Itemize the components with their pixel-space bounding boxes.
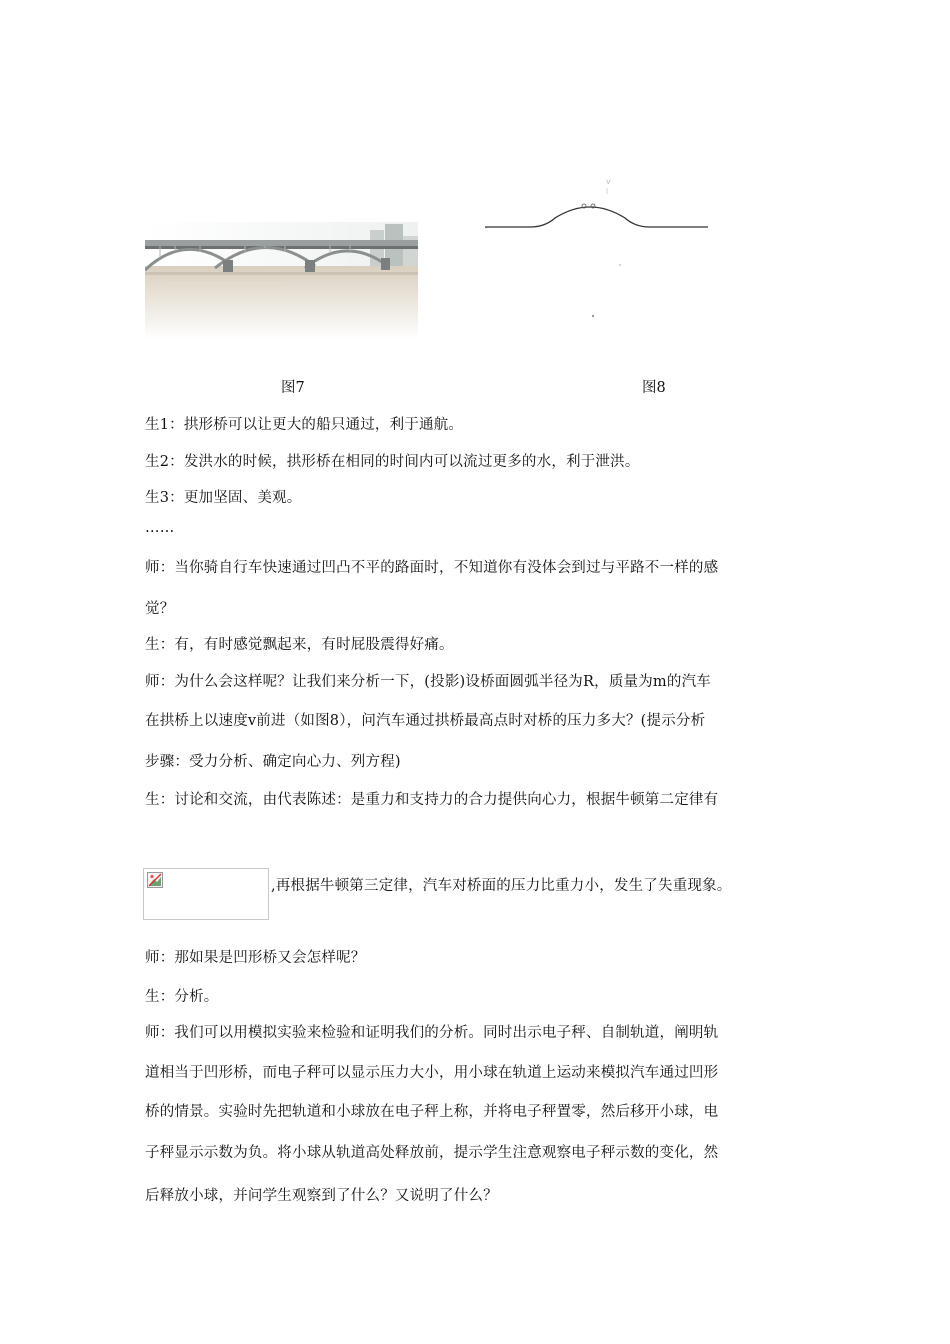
paragraph-newton-third-law: ,再根据牛顿第三定律，汽车对桥面的压力比重力小，发生了失重现象。 xyxy=(271,878,732,894)
paragraph-teacher2-line3: 步骤：受力分析、确定向心力、列方程) xyxy=(145,754,401,770)
equation-image xyxy=(143,868,269,920)
paragraph-teacher4-line5: 后释放小球，并问学生观察到了什么？又说明了什么？ xyxy=(145,1188,498,1204)
svg-text:v: v xyxy=(606,177,611,186)
paragraph-student-discussion: 生：讨论和交流，由代表陈述：是重力和支持力的合力提供向心力，根据牛顿第二定律有 xyxy=(145,792,719,808)
figure-7-caption: 图7 xyxy=(281,380,305,396)
paragraph-teacher2-line1: 师：为什么会这样呢？让我们来分析一下，(投影)设桥面圆弧半径为R，质量为m的汽车 xyxy=(145,674,711,690)
paragraph-teacher1-line1: 师：当你骑自行车快速通过凹凸不平的路面时，不知道你有没体会到过与平路不一样的感 xyxy=(145,560,719,576)
convex-bridge-diagram xyxy=(480,170,715,330)
paragraph-teacher4-line3: 桥的情景。实验时先把轨道和小球放在电子秤上称，并将电子秤置零，然后移开小球，电 xyxy=(145,1104,719,1120)
figure-8-caption: 图8 xyxy=(642,380,666,396)
paragraph-teacher1-line2: 觉？ xyxy=(145,601,175,617)
paragraph-student-analysis: 生：分析。 xyxy=(145,989,219,1005)
paragraph-teacher2-line2: 在拱桥上以速度v前进（如图8），问汽车通过拱桥最高点时对桥的压力多大？(提示分析 xyxy=(145,713,706,729)
paragraph-teacher4-line2: 道相当于凹形桥，而电子秤可以显示压力大小，用小球在轨道上运动来模拟汽车通过凹形 xyxy=(145,1065,719,1081)
ellipsis: …… xyxy=(145,520,175,536)
paragraph-student2: 生2：发洪水的时候，拱形桥在相同的时间内可以流过更多的水，利于泄洪。 xyxy=(145,454,640,470)
paragraph-teacher4-line1: 师：我们可以用模拟实验来检验和证明我们的分析。同时出示电子秤、自制轨道，阐明轨 xyxy=(145,1025,719,1041)
paragraph-student-response: 生：有，有时感觉飘起来，有时屁股震得好痛。 xyxy=(145,637,454,653)
svg-text:-: - xyxy=(485,224,488,232)
paragraph-teacher4-line4: 子秤显示示数为负。将小球从轨道高处释放前，提示学生注意观察电子秤示数的变化，然 xyxy=(145,1145,719,1161)
paragraph-teacher3: 师：那如果是凹形桥又会怎样呢？ xyxy=(145,950,366,966)
broken-image-icon xyxy=(147,872,163,888)
arch-bridge-photo xyxy=(145,222,418,340)
paragraph-student3: 生3：更加坚固、美观。 xyxy=(145,490,302,506)
paragraph-student1: 生1：拱形桥可以让更大的船只通过，利于通航。 xyxy=(145,417,464,433)
